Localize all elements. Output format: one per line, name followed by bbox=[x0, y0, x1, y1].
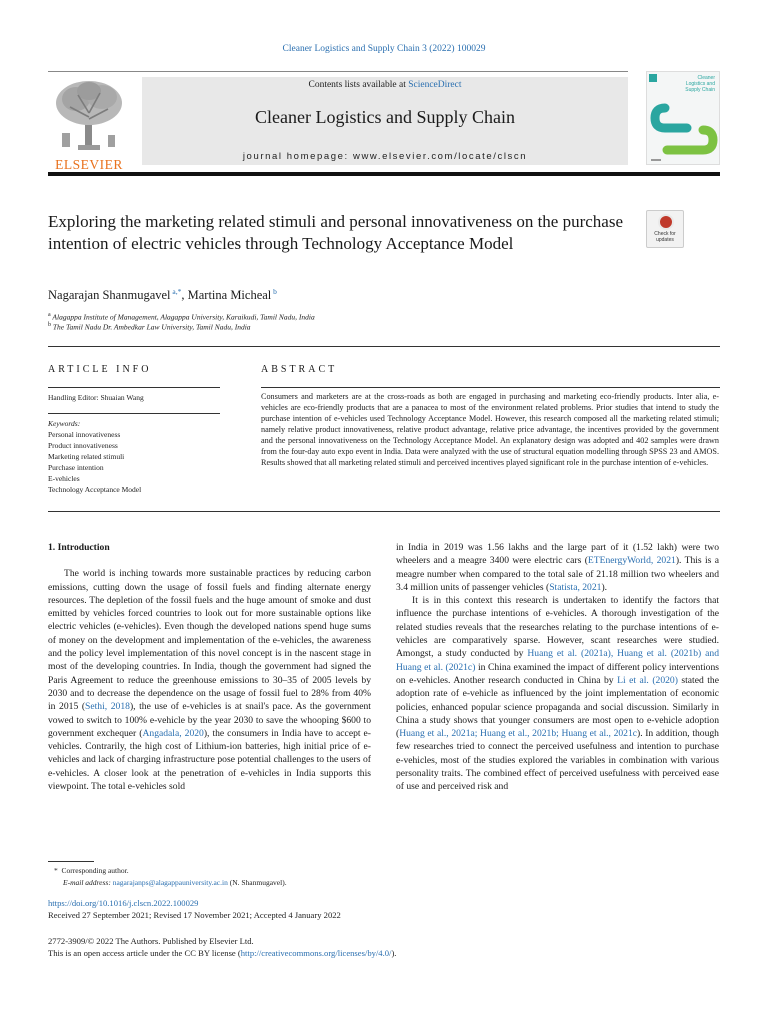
paragraph-text: ). In addition, though few researches tried to connect the perceived usefulness and intention to purchase e-vehicles, most of the studies explored the variables in combination with various personality traits. The combined effect of perceived usefulness with perceived ease of use and perceived risk and bbox=[396, 728, 719, 793]
doi-link[interactable] bbox=[48, 898, 198, 908]
paragraph-text: in India in 2019 was 1.56 lakhs and the large part of it (1.52 lakh) were two wheelers and a meagre 3400 were electric cars ( bbox=[396, 542, 719, 567]
cover-title-line: Cleaner bbox=[697, 75, 715, 81]
citation-link[interactable]: Huang et al., 2021a; Huang et al., 2021b; Huang et al., 2021c bbox=[399, 728, 638, 740]
section-rule bbox=[48, 346, 720, 347]
article-title: Exploring the marketing related stimuli and personal innovativeness on the purchase intention of electric vehicles through Technology Acceptance Model bbox=[48, 212, 624, 253]
section-heading: 1. Introduction bbox=[48, 542, 110, 553]
received-dates: Received 27 September 2021; Revised 17 November 2021; Accepted 4 January 2022 bbox=[48, 910, 341, 920]
body-paragraph bbox=[48, 567, 371, 793]
sciencedirect-link[interactable]: ScienceDirect bbox=[408, 80, 462, 90]
elsevier-logo[interactable] bbox=[48, 77, 130, 172]
citation-link[interactable]: Huang et al. (2021a), Huang et al. (2021b) and Huang et al. (2021c) bbox=[396, 648, 719, 673]
affiliation bbox=[48, 322, 251, 332]
journal-masthead bbox=[48, 71, 720, 177]
email-suffix: (N. Shanmugavel). bbox=[227, 878, 287, 887]
license-text: This is an open access article under the CC BY license ( bbox=[48, 948, 241, 958]
license-text: ). bbox=[391, 948, 397, 958]
badge-line: updates bbox=[656, 236, 674, 243]
citation-link[interactable]: Statista, 2021 bbox=[549, 581, 602, 593]
author-name[interactable]: Martina Micheal bbox=[187, 288, 272, 303]
affiliation-marker: a bbox=[48, 312, 51, 318]
journal-title: Cleaner Logistics and Supply Chain bbox=[255, 107, 515, 127]
copyright: 2772-3909/© 2022 The Authors. Published by Elsevier Ltd. bbox=[48, 936, 254, 946]
contents-line bbox=[142, 80, 628, 90]
paragraph-text: ). This is a meagre number when compared to the total sale of 21.18 million two wheelers and 3.4 million units of passenger vehicles ( bbox=[396, 555, 719, 593]
author-affiliation-marker[interactable]: b bbox=[273, 287, 277, 296]
cover-title-line: Supply Chain bbox=[685, 87, 715, 93]
email-note bbox=[63, 878, 287, 887]
journal-reference[interactable]: Cleaner Logistics and Supply Chain 3 (2022) 100029 bbox=[282, 44, 486, 54]
body-paragraph bbox=[396, 594, 719, 793]
masthead-top-rule bbox=[48, 71, 628, 72]
keyword: Product innovativeness bbox=[48, 441, 118, 450]
masthead-bottom-rule bbox=[48, 172, 720, 176]
check-updates-label bbox=[647, 232, 683, 243]
section-rule bbox=[48, 511, 720, 512]
keyword: Personal innovativeness bbox=[48, 430, 121, 439]
abstract-text: Consumers and marketers are at the cross-roads as both are engaged in purchasing and marketing eco-friendly products. Inter alia, e-vehicles are eco-friendly products that are a panacea to most of the environment related problems. Prior studies that intend to study the purchase intention of e-vehicles used Technology Acceptance Model. However, this research composed all the marketing related stimuli; namely relative product innovativeness, relative product advantage, relative price advantage, the incentives provided by the government and the personal innovativeness on the Technology Acceptance Model. An explanatory design was adopted and 402 samples were drawn from the four-day auto expo event in India. Data were analyzed with the use of structural equation modelling through SPSS 23 and AMOS. Results showed that all marketing related stimuli and perceived incentives played significant role in the purchase intention of e-vehicles. bbox=[261, 392, 719, 467]
contents-prefix: Contents lists available at bbox=[308, 80, 409, 90]
journal-cover[interactable] bbox=[646, 71, 720, 165]
asterisk-marker: * bbox=[54, 866, 58, 875]
citation-link[interactable]: Sethi, 2018 bbox=[85, 701, 130, 713]
abstract-heading: ABSTRACT bbox=[261, 364, 338, 375]
check-updates-icon bbox=[658, 214, 674, 230]
corresponding-author-note bbox=[54, 866, 129, 875]
paragraph-text: ), the use of e-vehicles is at snail's pace. As the government vowed to switch to 100% e-vehicle by the year 2030 to save the whooping $600 to government exchequer ( bbox=[48, 701, 371, 739]
keyword: E-vehicles bbox=[48, 474, 80, 483]
elsevier-wordmark: ELSEVIER bbox=[55, 157, 123, 172]
keywords-heading: Keywords: bbox=[48, 419, 81, 428]
paragraph-text: ), the consumers in India have to accept e-vehicles. Contrarily, the high cost of Lithium-ion batteries, high initial price of e-vehicles and lack of charging infrastructure pose potential challenges to the users of e-vehicles. A closer look at the penetration of e-vehicles in India supports this viewpoint. The total e-vehicles sold bbox=[48, 727, 372, 793]
keyword: Marketing related stimuli bbox=[48, 452, 125, 461]
paragraph-text: The world is inching towards more sustainable practices by reducing carbon emissions, cutting down the usage of fossil fuels and finding alternate energy resources. The depletion of the fossil fuels and the huge amount of smoke and dust emitted by vehicles forced countries to look out for more sustainable options like electric vehicles (e-vehicles). Even though the developed nations spend huge sums of money on the development and implementation of the e-vehicles, the awareness and the policy level implementation of this novel concept is in the nascent stage in most of the developing countries. In India, though the government had signed the Paris Agreement to reduce the greenhouse emissions to 30–35 of 2005 levels by 2030 and to decrease the dependence on the usage of fossil fuel to 28% from 40% in 2015 ( bbox=[48, 568, 371, 713]
info-rule bbox=[48, 413, 220, 414]
info-rule bbox=[48, 387, 220, 388]
cover-title bbox=[665, 75, 715, 93]
citation-link[interactable]: Angadala, 2020 bbox=[142, 727, 204, 739]
footnote-rule bbox=[48, 861, 94, 862]
badge-line: Check for bbox=[654, 231, 676, 237]
affiliation bbox=[48, 312, 315, 322]
paragraph-text: It is in this context this research is undertaken to identify the factors that influence the purchase intentions of e-vehicles. A thorough investigation of the related studies reveals that the researches relating to the purchase intentions of e-vehicles are comparatively sparse. However, scant researches were studied. Amongst, a study conducted by bbox=[396, 595, 719, 660]
author-list bbox=[48, 287, 277, 303]
license-link[interactable]: http://creativecommons.org/licenses/by/4.0/ bbox=[240, 948, 392, 958]
author-name[interactable]: Nagarajan Shanmugavel bbox=[48, 288, 171, 303]
body-paragraph bbox=[396, 541, 719, 594]
keyword: Technology Acceptance Model bbox=[48, 485, 142, 494]
author-separator: , bbox=[181, 288, 188, 303]
body-column-right bbox=[396, 541, 719, 794]
citation-link[interactable]: Li et al. (2020) bbox=[617, 674, 678, 686]
journal-banner bbox=[142, 77, 628, 165]
license-line bbox=[48, 948, 396, 958]
paragraph-text: ). bbox=[601, 581, 608, 593]
affiliation-marker: b bbox=[48, 322, 51, 328]
keyword-list bbox=[48, 429, 141, 495]
citation-link[interactable]: ETEnergyWorld, 2021 bbox=[587, 555, 676, 567]
paragraph-text: in China examined the impact of different policy interventions on e-vehicles. Another research conducted in China by bbox=[396, 661, 719, 686]
author-email-link[interactable]: nagarajanps@alagappauniversity.ac.in bbox=[112, 878, 228, 887]
doi-link-text[interactable]: https://doi.org/10.1016/j.clscn.2022.100029 bbox=[48, 898, 199, 908]
author-affiliation-marker[interactable]: a,* bbox=[172, 287, 182, 296]
footnote-text: Corresponding author. bbox=[61, 866, 129, 875]
keyword: Purchase intention bbox=[48, 463, 104, 472]
email-label: E-mail address: bbox=[63, 878, 113, 887]
check-for-updates-button[interactable] bbox=[646, 210, 684, 248]
article-info-heading: ARTICLE INFO bbox=[48, 364, 152, 375]
body-column-left bbox=[48, 541, 371, 793]
journal-homepage[interactable]: journal homepage: www.elsevier.com/locate/clscn bbox=[242, 151, 528, 162]
paragraph-text: stated the adoption rate of e-vehicle as influenced by the joint implementation of economic policies, enhanced popular science propaganda and social discussion. Similarly in China a study shows that younger consumers are most open to e-vehicle adoption ( bbox=[396, 674, 719, 740]
affiliation-text: The Tamil Nadu Dr. Ambedkar Law University, Tamil Nadu, India bbox=[52, 322, 251, 332]
affiliation-text: Alagappa Institute of Management, Alagappa University, Karaikudi, Tamil Nadu, India bbox=[52, 312, 315, 322]
cover-title-line: Logistics and bbox=[685, 81, 715, 87]
elsevier-tree-icon bbox=[48, 77, 130, 155]
handling-editor: Handling Editor: Shuaian Wang bbox=[48, 393, 144, 402]
abstract-rule bbox=[261, 387, 720, 388]
